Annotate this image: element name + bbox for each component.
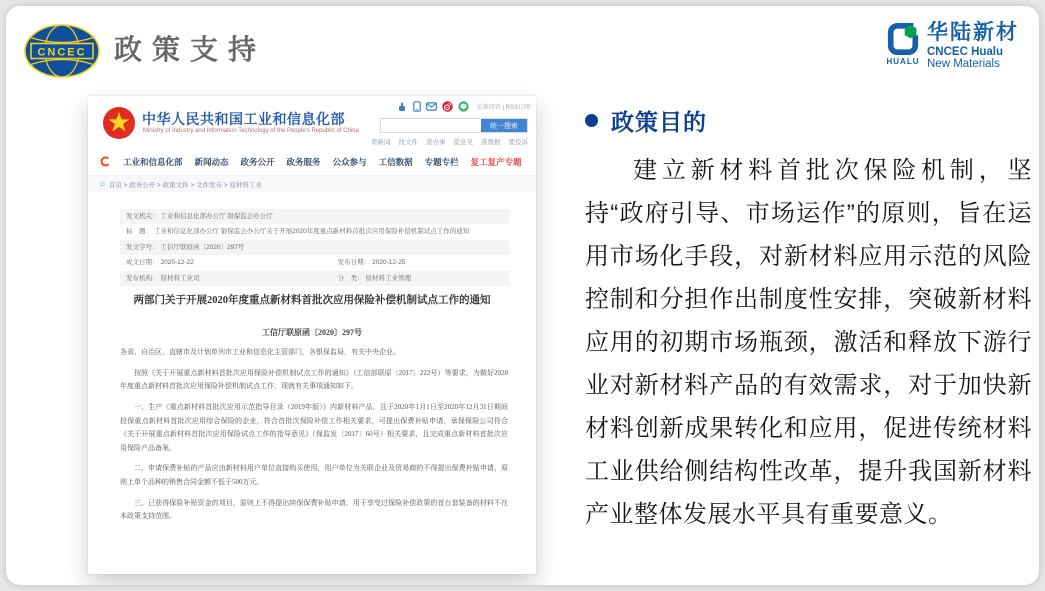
quick-link-complaint[interactable]: 要投诉 [508, 139, 528, 146]
slide [6, 6, 1039, 585]
miit-website-screenshot [88, 96, 536, 574]
topbar-links[interactable]: 访客问答 | RSS订阅 [476, 105, 530, 111]
mobile-icon[interactable] [413, 101, 421, 112]
section-body-text: 建立新材料首批次保险机制，坚持“政府引导、市场运作”的原则，旨在运用市场化手段，对新材料应用示范的风险控制和分担作出制度性安排，突破新材料应用的初期市场瓶颈，激活和释放下游行业对新材料产品的有效需求，对于加快新材料创新成果转化和应用，促进传统材料工业供给侧结构性改革，提升我国新材料产业整体发展水平具有重要意义。 [585, 157, 1032, 528]
hualu-wordmark: HUALU [886, 57, 920, 66]
document-body [120, 346, 508, 531]
meta-row-dates [120, 255, 510, 270]
nav-item-participation[interactable]: 公众参与 [332, 156, 367, 167]
wechat-icon[interactable] [458, 101, 469, 112]
site-nav [88, 148, 536, 176]
nav-item-resume-work[interactable]: 复工复产专题 [470, 156, 522, 167]
weibo-icon[interactable] [442, 101, 453, 112]
search-button[interactable]: 统一搜索 [481, 119, 527, 132]
hualu-logo [886, 22, 1019, 70]
nav-item-miit[interactable]: 工业和信息化部 [123, 156, 183, 167]
search-input[interactable] [381, 119, 481, 132]
meta-value: 原材料工业管理 [365, 274, 412, 282]
doc-paragraph: 三、已获得保险补贴资金的项目，原则上不得提出续保保费补贴申请，用于享受过保险补偿政策的首台套装备的材料不在本政策支持范围。 [120, 498, 508, 521]
doc-paragraph: 一、生产《重点新材料首批次应用示范指导目录（2019年版）》内新材料产品，且于2020年1月1日至2020年12月31日期间投保重点新材料首批次应用综合保险的企业，符合首批次保险补偿工作相关要求，可提出保费补贴申请，承保保险公司符合《关于开展重点新材料首批次应用保险试点工作的指导意见》（保监发〔2017〕60号）相关要求，且完成重点新材料首批次应用保险产品备案。 [120, 402, 508, 452]
meta-row-docno [120, 240, 510, 255]
meta-value: 2020-12-25 [372, 259, 406, 267]
cncec-logo-label: CNCEC [37, 46, 87, 59]
home-icon: ⌂ [100, 179, 105, 188]
meta-label: 发布日期： [337, 259, 371, 267]
nav-item-news[interactable]: 新闻动态 [194, 156, 229, 167]
hualu-cn-name: 华陆新材 [927, 21, 1019, 44]
meta-label: 分 类： [337, 274, 364, 282]
page-title: 政策支持 [114, 33, 267, 66]
breadcrumb-path: 首页 > 政务公开 > 政策文件 > 文件发布 > 原材料工业 [108, 181, 262, 189]
meta-label: 发文机关： [126, 213, 159, 220]
quick-link-files[interactable]: 找文件 [398, 139, 418, 146]
document-number: 工信厅联原函〔2020〕297号 [262, 328, 362, 337]
nav-item-special[interactable]: 专题专栏 [424, 156, 459, 167]
quick-link-services[interactable]: 查办事 [426, 139, 446, 146]
nav-item-data[interactable]: 工信数据 [378, 156, 413, 167]
hualu-en-line1: CNCEC Hualu [927, 46, 1004, 59]
hualu-logo-icon [886, 22, 920, 56]
meta-value: 工信厅联原函〔2020〕297号 [160, 243, 245, 251]
document-meta-table [120, 209, 510, 286]
meta-row-issuer [120, 209, 510, 224]
meta-label: 标 题： [126, 228, 152, 236]
doc-paragraph: 按照《关于开展重点新材料首批次应用保险补偿机制试点工作的通知》（工信部联原〔2017〕222号）等要求，为做好2020年度重点新材料首批次应用保险补偿机制试点工作，现就有关事项通知如下。 [120, 368, 508, 391]
meta-row-agency [120, 271, 510, 286]
national-emblem-icon [102, 106, 136, 140]
quick-link-suggest[interactable]: 提意见 [453, 139, 473, 146]
nav-item-disclosure[interactable]: 政务公开 [240, 156, 275, 167]
meta-value: 原材料工业司 [160, 274, 200, 282]
meta-value: 2020-12-22 [160, 259, 194, 267]
quick-link-news[interactable]: 看新闻 [371, 139, 391, 146]
doc-paragraph: 二、申请保费补贴的产品应由新材料用户单位直接购买使用，用户单位为关联企业及贸易商的不得提出保费补贴申请，原则上单个品种的销售合同金额不低于500万元。 [120, 464, 508, 487]
hualu-en-line2: New Materials [927, 58, 1000, 71]
cncec-logo-icon [22, 22, 102, 80]
nav-item-services[interactable]: 政务服务 [286, 156, 321, 167]
site-subtitle-en: Ministry of Industry and Information Technology of the People's Republic of China [143, 128, 359, 134]
quick-link-data[interactable]: 查数据 [481, 139, 501, 146]
site-title: 中华人民共和国工业和信息化部 [142, 111, 345, 127]
breadcrumb[interactable] [88, 176, 536, 192]
meta-row-title [120, 224, 510, 239]
nav-home-icon[interactable] [100, 156, 111, 167]
bullet-icon [585, 114, 598, 127]
section-heading: 政策目的 [611, 109, 707, 135]
meta-label: 发文字号： [126, 243, 159, 251]
doc-paragraph: 各省、自治区、直辖市及计划单列市工业和信息化主管部门，各银保监局，有关中央企业。 [120, 348, 400, 356]
accessibility-icon[interactable] [398, 102, 408, 112]
document-title: 两部门关于开展2020年度重点新材料首批次应用保险补偿机制试点工作的通知 [133, 295, 491, 306]
policy-purpose-section [585, 104, 1032, 537]
meta-value: 工业和信息化部办公厅 银保监会办公厅 [160, 213, 273, 220]
meta-value: 工业和信息化部办公厅 银保监会办公厅关于开展2020年度重点新材料首批次应用保险补偿机制试点工作的通知 [154, 228, 470, 236]
meta-label: 成文日期： [126, 259, 159, 267]
mail-icon[interactable] [426, 102, 437, 111]
meta-label: 发布机构： [126, 274, 159, 282]
